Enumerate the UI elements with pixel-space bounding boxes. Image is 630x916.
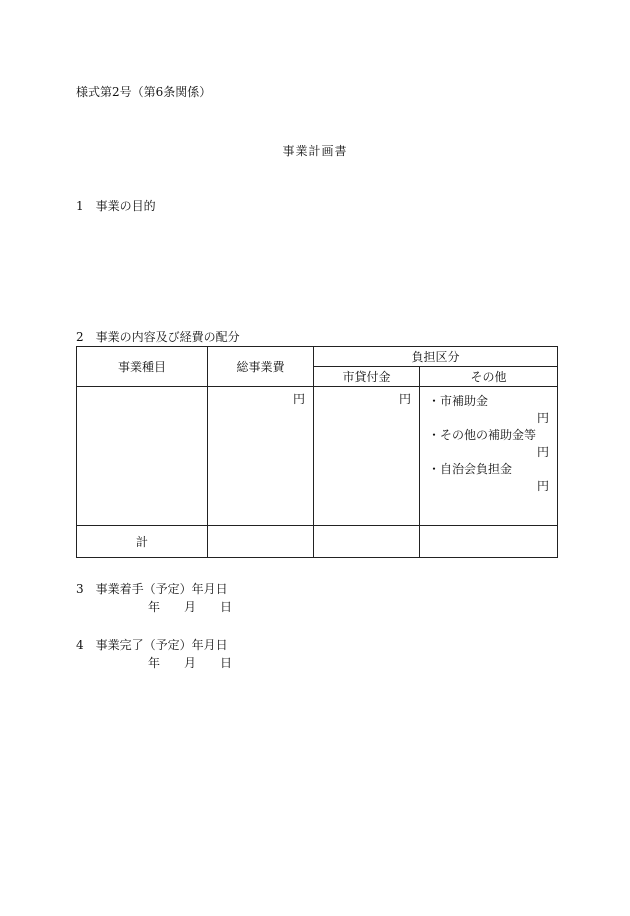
yen-unit: 円 bbox=[537, 411, 550, 425]
header-project-type: 事業種目 bbox=[77, 347, 208, 387]
header-city-loan: 市貸付金 bbox=[314, 367, 420, 387]
end-date-month: 月 bbox=[184, 656, 197, 670]
form-number: 様式第2号（第6条関係） bbox=[76, 85, 212, 99]
total-label: 計 bbox=[77, 526, 208, 558]
budget-table bbox=[76, 346, 558, 558]
yen-unit: 円 bbox=[537, 445, 550, 459]
header-other: その他 bbox=[420, 367, 558, 387]
other-cell[interactable] bbox=[420, 387, 558, 526]
other-sum-cell[interactable] bbox=[420, 526, 558, 558]
start-date-month: 月 bbox=[184, 600, 197, 614]
table-row bbox=[77, 387, 558, 526]
section-3-heading: 3 事業着手（予定）年月日 bbox=[76, 582, 228, 596]
section-4-heading: 4 事業完了（予定）年月日 bbox=[76, 638, 228, 652]
section-2-heading: 2 事業の内容及び経費の配分 bbox=[76, 330, 240, 344]
total-cost-sum-cell[interactable] bbox=[208, 526, 314, 558]
total-cost-cell[interactable] bbox=[208, 387, 314, 526]
other-item-city-subsidy: ・市補助金 bbox=[428, 394, 489, 408]
section-1-heading: 1 事業の目的 bbox=[76, 199, 156, 213]
city-loan-cell[interactable] bbox=[314, 387, 420, 526]
other-item-neighborhood-burden: ・自治会負担金 bbox=[428, 462, 513, 476]
yen-unit: 円 bbox=[398, 392, 411, 406]
page-title: 事業計画書 bbox=[282, 144, 348, 158]
header-total-cost: 総事業費 bbox=[208, 347, 314, 387]
yen-unit: 円 bbox=[537, 479, 550, 493]
end-date-day: 日 bbox=[220, 656, 233, 670]
total-row bbox=[77, 526, 558, 558]
start-date-day: 日 bbox=[220, 600, 233, 614]
end-date-year: 年 bbox=[148, 656, 161, 670]
yen-unit: 円 bbox=[292, 392, 305, 406]
city-loan-sum-cell[interactable] bbox=[314, 526, 420, 558]
project-type-cell[interactable] bbox=[77, 387, 208, 526]
start-date-year: 年 bbox=[148, 600, 161, 614]
other-item-other-subsidies: ・その他の補助金等 bbox=[428, 428, 537, 442]
header-burden-division: 負担区分 bbox=[314, 347, 558, 367]
